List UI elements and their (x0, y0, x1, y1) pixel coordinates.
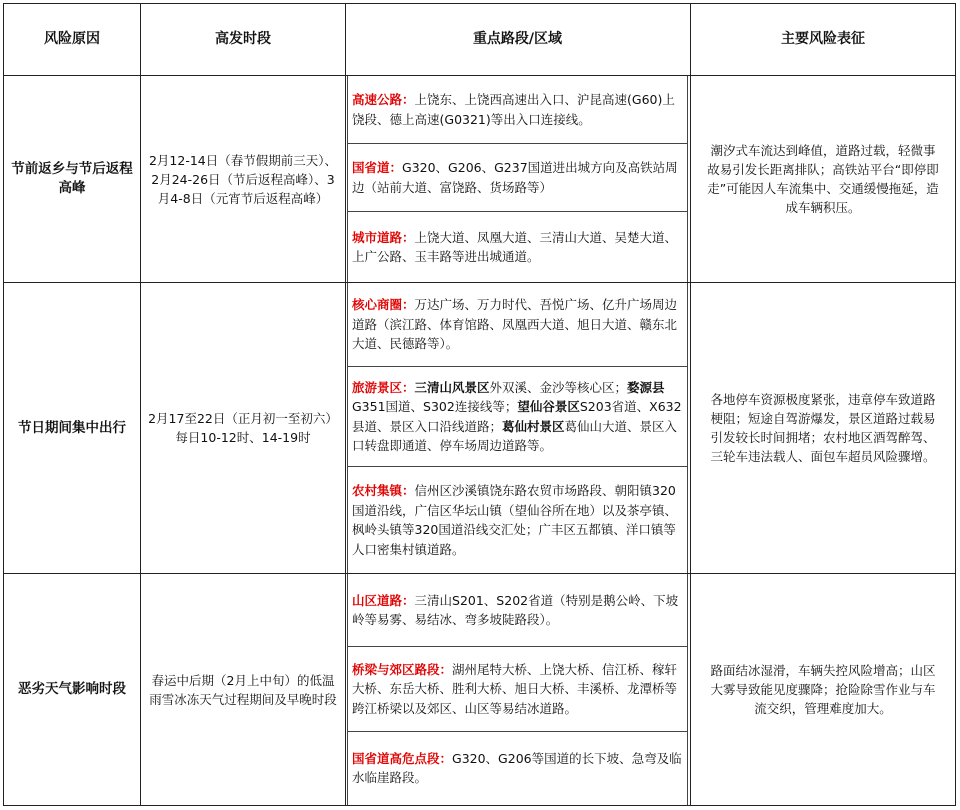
area-text (352, 481, 683, 559)
area-text (352, 749, 683, 788)
area-text-segment: 葛仙村景区 (502, 418, 565, 434)
area-category-label: 国省道高危点段： (352, 750, 453, 766)
area-category-label: 桥梁与郊区路段： (352, 661, 453, 677)
area-category-label: 山区道路： (352, 592, 415, 608)
area-category-label: 高速公路： (352, 92, 415, 107)
area-category-label: 旅游景区： (352, 379, 415, 395)
risk-cause: 恶劣天气影响时段 (4, 574, 141, 805)
area-item (347, 574, 688, 647)
area-text-segment: 三清山S201、S202省道（特别是鹅公岭、下坡岭等易雾、易结冰、弯多坡陡路段）。 (352, 592, 679, 628)
header-period: 高发时段 (141, 4, 346, 75)
risk-description: 各地停车资源极度紧张，违章停车致道路梗阻；短途自驾游爆发，景区道路过载易引发较长时间拥堵；农村地区酒驾醉驾、三轮车违法载人、面包车超员风险骤增。 (710, 392, 936, 464)
area-text-segment: S203省道、X632县道、景区入口沿线道路； (352, 399, 682, 434)
key-areas (346, 76, 691, 282)
risk-cause: 节日期间集中出行 (4, 283, 141, 573)
area-text-segment: 上饶大道、凤凰大道、三清山大道、吴楚大道、上广公路、玉丰路等进出城通道。 (352, 229, 678, 265)
area-text-segment: G351国道、S302连接线等； (352, 399, 518, 415)
high-risk-period: 春运中后期（2月上中旬）的低温雨雪冰冻天气过程期间及早晚时段 (141, 574, 346, 805)
area-text (352, 660, 683, 719)
table-row (4, 76, 955, 283)
area-text (352, 295, 683, 354)
area-item (347, 76, 688, 144)
area-item (347, 467, 688, 573)
area-category-label: 核心商圈： (352, 297, 415, 313)
area-text-segment: 信州区沙溪镇饶东路农贸市场路段、朝阳镇320国道沿线，广信区华坛山镇（望仙谷所在地）以及茶亭镇、枫岭头镇等320国道沿线交汇处；广丰区五都镇、洋口镇等人口密集村镇道路。 (352, 483, 678, 557)
area-item (347, 144, 688, 212)
table-header (4, 4, 955, 76)
area-category-label: 农村集镇： (352, 483, 415, 499)
area-text-segment: G320、G206等国道的长下坡、急弯及临水临崖路段。 (352, 750, 682, 786)
risk-cause: 节前返乡与节后返程高峰 (4, 76, 141, 282)
header-areas: 重点路段/区域 (346, 4, 691, 75)
area-text (352, 90, 683, 129)
area-item (347, 732, 688, 805)
area-category-label: 城市道路： (352, 229, 415, 245)
header-risk: 主要风险表征 (781, 31, 865, 47)
area-text-segment: 湖州尾特大桥、上饶大桥、信江桥、稼轩大桥、东岳大桥、胜利大桥、旭日大桥、丰溪桥、龙潭桥等跨江桥梁以及郊区、山区等易结冰道路。 (352, 661, 678, 716)
table-row (4, 283, 955, 574)
risk-description: 路面结冰湿滑，车辆失控风险增高；山区大雾导致能见度骤降；抢险除雪作业与车流交织，管理难度加大。 (710, 663, 936, 716)
area-item (347, 647, 688, 731)
table-row (4, 574, 955, 805)
area-text (352, 591, 683, 630)
risk-description: 潮汐式车流达到峰值，道路过载，轻微事故易引发长距离排队；高铁站平台“即停即走”可能因人车流集中、交通缓慢拖延，造成车辆积压。 (707, 143, 939, 215)
area-text-segment: 上饶东、上饶西高速出入口、沪昆高速(G60)上饶段、德上高速(G0321)等出入口连接线。 (352, 92, 675, 127)
risk-table (3, 3, 956, 806)
high-risk-period: 2月12-14日（春节假期前三天）、2月24-26日（节后返程高峰）、3月4-8日（元宵节后返程高峰） (141, 76, 346, 282)
area-text-segment: 三清山风景区 (414, 379, 490, 395)
area-category-label: 国省道： (352, 160, 403, 176)
area-text-segment: 外双溪、金沙等核心区； (489, 379, 628, 395)
area-text-segment: 葛仙山大道、景区入口转盘即通道、停车场周边道路等。 (352, 418, 678, 454)
area-text-segment: 婺源县 (627, 379, 665, 395)
high-risk-period: 2月17至22日（正月初一至初六）每日10-12时、14-19时 (141, 283, 346, 573)
key-areas (346, 283, 691, 573)
header-cause: 风险原因 (4, 4, 141, 75)
area-text (352, 228, 683, 267)
area-item (347, 212, 688, 282)
key-areas (346, 574, 691, 805)
area-text-segment: 万达广场、万力时代、吾悦广场、亿升广场周边道路（滨江路、体育馆路、凤凰西大道、旭日大道、赣东北大道、民德路等）。 (352, 297, 678, 352)
area-text-segment: 望仙谷景区 (517, 399, 580, 415)
area-text (352, 158, 683, 197)
area-text-segment: G320、G206、G237国道进出城方向及高铁站周边（站前大道、富饶路、货场路等） (352, 160, 678, 195)
area-item (347, 367, 688, 467)
area-item (347, 283, 688, 367)
area-text (352, 378, 683, 456)
